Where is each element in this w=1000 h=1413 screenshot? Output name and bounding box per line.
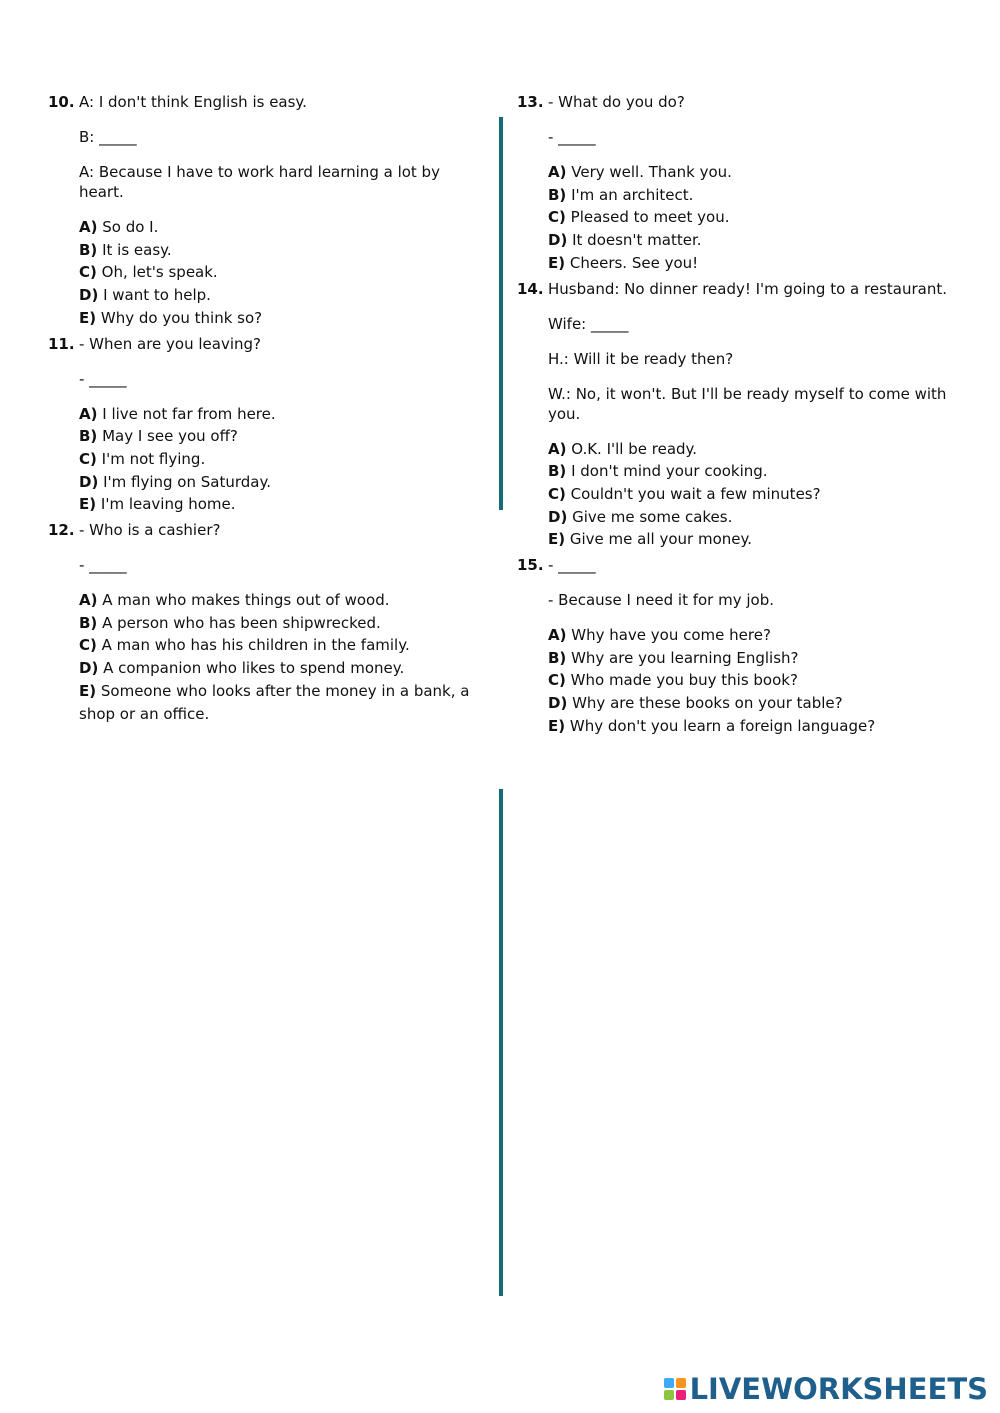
option-letter: D) [548, 231, 568, 250]
option-letter: E) [79, 308, 97, 327]
option-text: Oh, let's speak. [101, 263, 218, 282]
option-letter: B) [79, 427, 98, 446]
liveworksheets-logo [664, 1372, 988, 1406]
option-text: Why are these books on your table? [572, 694, 843, 713]
option-letter: C) [548, 484, 566, 503]
option-letter: C) [548, 671, 566, 690]
option-letter: A) [79, 591, 98, 610]
answer-options [548, 161, 957, 275]
liveworksheets-logo-icon [664, 1378, 686, 1400]
answer-option[interactable] [79, 448, 478, 471]
option-text: Someone who looks after the money in a bank, a shop or an office. [79, 681, 470, 723]
option-text: I'm flying on Saturday. [103, 472, 271, 491]
question-line: A: Because I have to work hard learning a lot by heart. [79, 163, 440, 201]
answer-option[interactable] [79, 307, 478, 330]
option-text: It is easy. [102, 240, 172, 259]
option-letter: C) [79, 636, 97, 655]
question-line: - _____ [548, 556, 596, 575]
option-letter: E) [548, 253, 566, 272]
option-letter: B) [548, 462, 567, 481]
option-text: I don't mind your cooking. [571, 462, 768, 481]
option-text: Cheers. See you! [569, 253, 699, 272]
answer-options [548, 438, 957, 552]
answer-option[interactable] [548, 184, 957, 207]
answer-option[interactable] [79, 634, 478, 657]
answer-option[interactable] [79, 239, 478, 262]
question-line: Husband: No dinner ready! I'm going to a restaurant. [548, 279, 947, 298]
question-line: H.: Will it be ready then? [548, 349, 734, 368]
option-text: I'm an architect. [571, 185, 694, 204]
option-text: Give me some cakes. [572, 507, 733, 526]
left-column [48, 92, 478, 725]
question-number: 13. [517, 93, 544, 111]
option-text: Why have you come here? [571, 626, 771, 645]
option-letter: D) [79, 286, 99, 305]
question-number: 15. [517, 556, 544, 575]
option-text: Why do you think so? [100, 308, 263, 327]
question-number: 10. [48, 93, 75, 111]
option-text: I'm not flying. [101, 449, 206, 468]
option-text: A person who has been shipwrecked. [102, 613, 381, 632]
answer-option[interactable] [548, 528, 957, 551]
option-text: Give me all your money. [569, 530, 752, 549]
answer-options [79, 216, 478, 330]
option-letter: E) [548, 530, 566, 549]
option-letter: B) [79, 240, 98, 259]
option-text: Very well. Thank you. [571, 163, 732, 181]
answer-option[interactable] [548, 161, 957, 184]
option-letter: E) [79, 495, 97, 514]
option-text: Couldn't you wait a few minutes? [570, 484, 821, 503]
option-letter: C) [79, 263, 97, 282]
answer-option[interactable] [548, 715, 957, 738]
option-letter: C) [79, 449, 97, 468]
option-letter: A) [548, 439, 567, 458]
option-letter: B) [79, 613, 98, 632]
option-letter: B) [548, 648, 567, 667]
option-letter: A) [548, 163, 567, 181]
answer-option[interactable] [79, 216, 478, 239]
option-letter: C) [548, 208, 566, 227]
answer-option[interactable] [548, 647, 957, 670]
option-text: It doesn't matter. [572, 231, 702, 250]
answer-option[interactable] [79, 261, 478, 284]
option-text: Why are you learning English? [571, 648, 799, 667]
option-text: I'm leaving home. [100, 495, 236, 514]
answer-options [548, 624, 957, 738]
question-line: - Because I need it for my job. [548, 591, 775, 610]
column-divider-bottom [499, 789, 503, 1296]
option-text: May I see you off? [102, 427, 238, 446]
option-letter: E) [548, 716, 566, 735]
question-number: 14. [517, 279, 544, 298]
answer-option[interactable] [548, 438, 957, 461]
column-divider-top [499, 117, 503, 510]
answer-option[interactable] [548, 206, 957, 229]
option-letter: A) [79, 218, 98, 236]
question-10 [48, 92, 478, 330]
answer-options [79, 403, 478, 517]
option-text: A man who has his children in the family. [101, 636, 410, 655]
answer-option[interactable] [548, 669, 957, 692]
question-line: - _____ [79, 369, 127, 388]
question-number: 11. [48, 334, 75, 353]
question-line: B: _____ [79, 128, 137, 146]
answer-option[interactable] [79, 612, 478, 635]
option-text: A man who makes things out of wood. [102, 591, 390, 610]
option-letter: A) [79, 404, 98, 423]
option-text: A companion who likes to spend money. [103, 659, 405, 678]
option-letter: D) [79, 659, 99, 678]
answer-option[interactable] [548, 252, 957, 275]
question-line: - _____ [79, 556, 127, 575]
option-text: Why don't you learn a foreign language? [569, 716, 876, 735]
option-letter: D) [548, 694, 568, 713]
option-letter: D) [79, 472, 99, 491]
answer-options [79, 589, 478, 725]
logo-text: LIVEWORKSHEETS [689, 1372, 988, 1406]
question-line: Wife: _____ [548, 314, 629, 333]
question-line: W.: No, it won't. But I'll be ready myself to come with you. [548, 384, 947, 423]
question-line: - Who is a cashier? [79, 521, 221, 540]
answer-option[interactable] [548, 229, 957, 252]
question-number: 12. [48, 521, 75, 540]
answer-option[interactable] [79, 471, 478, 494]
option-letter: E) [79, 681, 97, 700]
answer-option[interactable] [548, 624, 957, 647]
answer-option[interactable] [548, 483, 957, 506]
question-14 [517, 279, 957, 552]
answer-option[interactable] [79, 403, 478, 426]
answer-option[interactable] [79, 493, 478, 516]
question-12 [48, 520, 478, 725]
question-line: - What do you do? [548, 93, 685, 111]
right-column [517, 92, 957, 738]
option-text: I want to help. [103, 286, 211, 305]
question-line: - When are you leaving? [79, 334, 261, 353]
option-letter: B) [548, 185, 567, 204]
option-text: Who made you buy this book? [570, 671, 798, 690]
question-line: A: I don't think English is easy. [79, 93, 307, 111]
option-text: I live not far from here. [102, 404, 276, 423]
option-text: O.K. I'll be ready. [571, 439, 698, 458]
answer-option[interactable] [79, 657, 478, 680]
option-text: So do I. [102, 218, 159, 236]
answer-option[interactable] [548, 460, 957, 483]
answer-option[interactable] [79, 589, 478, 612]
question-15 [517, 555, 957, 738]
answer-option[interactable] [79, 680, 478, 725]
answer-option[interactable] [79, 425, 478, 448]
option-letter: D) [548, 507, 568, 526]
question-line: - _____ [548, 128, 596, 146]
answer-option[interactable] [79, 284, 478, 307]
answer-option[interactable] [548, 692, 957, 715]
option-letter: A) [548, 626, 567, 645]
question-11 [48, 334, 478, 517]
option-text: Pleased to meet you. [570, 208, 730, 227]
answer-option[interactable] [548, 506, 957, 529]
question-13 [517, 92, 957, 275]
